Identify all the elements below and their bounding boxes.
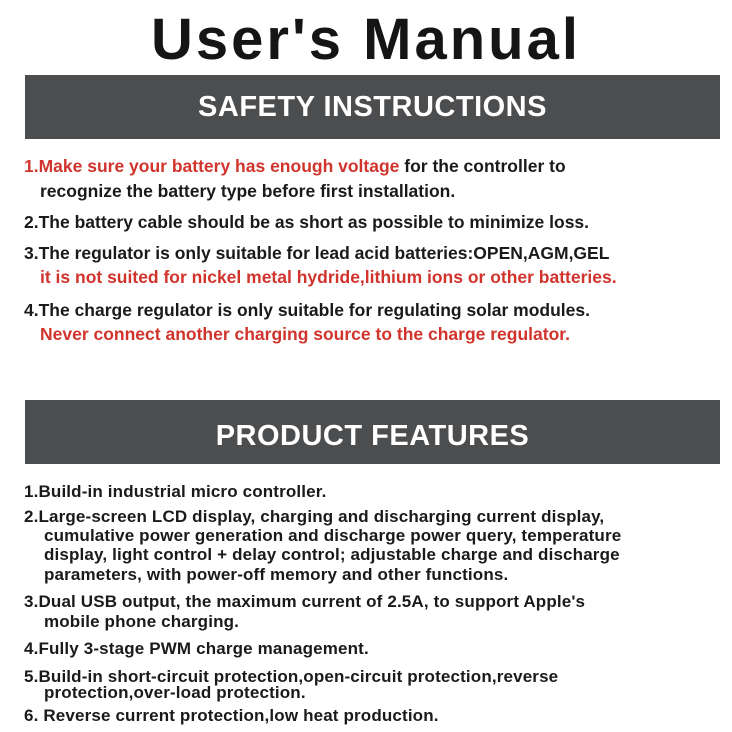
safety-item-4-warning: Never connect another charging source to the charge regulator.: [40, 324, 570, 344]
feature-item-5: 5.Build-in short-circuit protection,open-circuit protection,reverse: [24, 667, 559, 686]
feature-item-2-line-2: cumulative power generation and discharge power query, temperature: [44, 526, 622, 545]
safety-item-3: 3.The regulator is only suitable for lead acid batteries:OPEN,AGM,GEL: [24, 243, 610, 263]
safety-item-4: 4.The charge regulator is only suitable for regulating solar modules.: [24, 300, 590, 320]
feature-item-3: 3.Dual USB output, the maximum current of 2.5A, to support Apple's: [24, 592, 586, 611]
safety-item-1-text: for the controller to: [399, 156, 566, 176]
feature-item-2-line-3: display, light control + delay control; adjustable charge and discharge: [44, 545, 620, 564]
feature-item-2: 2.Large-screen LCD display, charging and discharging current display,: [24, 507, 605, 526]
safety-item-1-line-2: recognize the battery type before first installation.: [40, 181, 456, 201]
safety-item-2: 2.The battery cable should be as short as possible to minimize loss.: [24, 212, 590, 232]
feature-item-6: 6. Reverse current protection,low heat production.: [24, 706, 439, 725]
feature-item-2-line-4: parameters, with power-off memory and other functions.: [44, 565, 509, 584]
feature-item-1: 1.Build-in industrial micro controller.: [24, 482, 327, 501]
product-features-heading: PRODUCT FEATURES: [25, 400, 720, 464]
feature-item-3-line-2: mobile phone charging.: [44, 612, 240, 631]
page-title: User's Manual: [151, 7, 581, 72]
safety-item-3-warning: it is not suited for nickel metal hydride,lithium ions or other batteries.: [40, 267, 617, 287]
safety-item-1-warning: 1.Make sure your battery has enough voltage: [24, 156, 400, 176]
feature-item-5-line-2: protection,over-load protection.: [44, 683, 306, 702]
safety-item-1: [24, 155, 566, 177]
feature-item-4: 4.Fully 3-stage PWM charge management.: [24, 639, 369, 658]
safety-instructions-heading: SAFETY INSTRUCTIONS: [25, 75, 720, 139]
